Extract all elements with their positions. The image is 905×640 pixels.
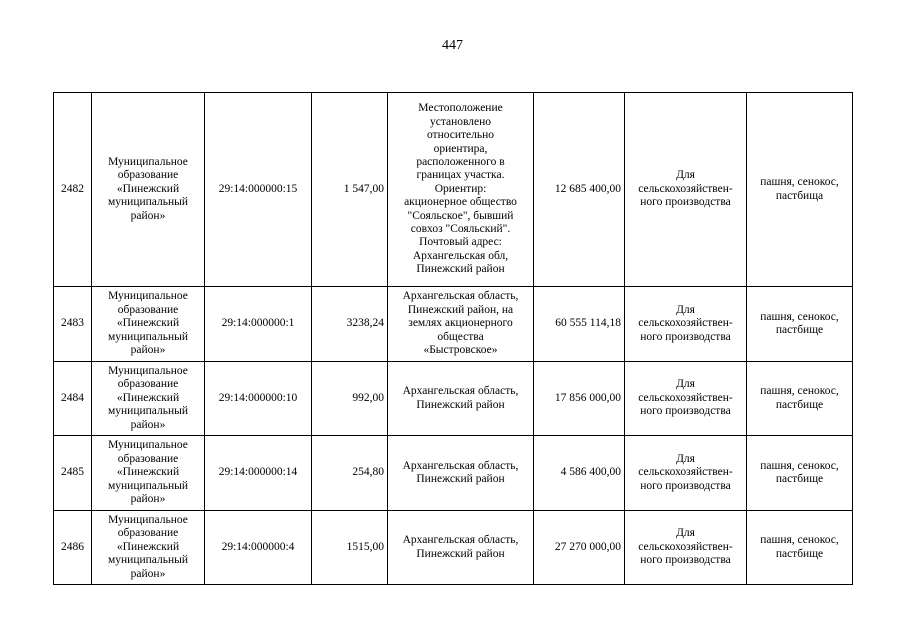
location-line: Пинежский район xyxy=(416,547,505,560)
land-use-line: пастбище xyxy=(775,398,824,411)
land-use-cell xyxy=(747,362,853,436)
owner-cell xyxy=(92,511,205,585)
cadastral-value-cell: 4 586 400,00 xyxy=(534,436,625,511)
purpose-line: Для xyxy=(676,378,695,391)
location-line: Ориентир: xyxy=(434,182,487,195)
cadastral-number-cell: 29:14:000000:10 xyxy=(205,362,312,436)
purpose-cell xyxy=(625,93,747,287)
owner-line: район» xyxy=(130,209,166,222)
location-line: «Быстровское» xyxy=(423,344,498,357)
location-line: расположенного в xyxy=(416,155,505,168)
purpose-cell xyxy=(625,436,747,511)
row-number-cell: 2484 xyxy=(54,362,92,436)
area-cell: 992,00 xyxy=(312,362,388,436)
table-body xyxy=(54,93,853,585)
location-cell xyxy=(388,287,534,362)
land-use-line: пастбище xyxy=(775,547,824,560)
owner-line: район» xyxy=(130,418,166,431)
land-use-cell xyxy=(747,436,853,511)
land-use-line: пастбища xyxy=(775,189,824,202)
owner-line: образование xyxy=(117,378,179,391)
location-line: ориентира, xyxy=(433,142,488,155)
land-use-cell xyxy=(747,287,853,362)
owner-line: «Пинежский xyxy=(116,317,180,330)
owner-line: муниципальный xyxy=(107,196,189,209)
owner-cell xyxy=(92,362,205,436)
land-use-line: пастбище xyxy=(775,324,824,336)
location-line: землях акционерного xyxy=(408,317,513,330)
purpose-line: сельскохозяйствен- xyxy=(638,317,733,330)
row-number-cell: 2483 xyxy=(54,287,92,362)
purpose-line: ного производства xyxy=(640,196,731,209)
purpose-line: ного производства xyxy=(640,405,731,418)
location-line: акционерное общество xyxy=(404,196,517,209)
owner-line: Муниципальное xyxy=(108,155,188,168)
location-line: Почтовый адрес: xyxy=(419,236,502,249)
purpose-line: Для xyxy=(676,169,695,182)
owner-line: муниципальный xyxy=(107,554,189,567)
land-use-line: пашня, сенокос, xyxy=(760,534,839,547)
location-line: Архангельская область, xyxy=(402,459,519,472)
purpose-line: ного производства xyxy=(640,330,731,343)
location-line: Архангельская область, xyxy=(402,290,519,303)
table-row xyxy=(54,93,853,287)
table-row xyxy=(54,287,853,362)
owner-line: «Пинежский xyxy=(116,182,180,195)
location-line: границах участка. xyxy=(416,169,505,182)
location-line: Архангельская область, xyxy=(402,385,519,398)
owner-line: Муниципальное xyxy=(108,364,188,377)
owner-cell xyxy=(92,436,205,511)
owner-line: муниципальный xyxy=(107,405,189,418)
cadastral-number-cell: 29:14:000000:14 xyxy=(205,436,312,511)
cadastral-number-cell: 29:14:000000:4 xyxy=(205,511,312,585)
land-use-line: пашня, сенокос, xyxy=(760,385,839,398)
row-number-cell: 2485 xyxy=(54,436,92,511)
land-plots-table xyxy=(53,92,853,585)
owner-line: образование xyxy=(117,303,179,316)
location-line: Пинежский район xyxy=(416,263,505,276)
location-line: установлено xyxy=(429,115,492,128)
area-cell: 1 547,00 xyxy=(312,93,388,287)
purpose-line: сельскохозяйствен- xyxy=(638,182,733,195)
purpose-line: ного производства xyxy=(640,554,731,567)
land-use-line: пашня, сенокос, xyxy=(760,176,839,189)
owner-line: «Пинежский xyxy=(116,391,180,404)
land-use-cell xyxy=(747,511,853,585)
row-number-cell: 2482 xyxy=(54,93,92,287)
owner-line: Муниципальное xyxy=(108,290,188,303)
location-line: Пинежский район xyxy=(416,473,505,485)
cadastral-value-cell: 12 685 400,00 xyxy=(534,93,625,287)
owner-line: Муниципальное xyxy=(108,513,188,526)
location-line: Пинежский район xyxy=(416,398,505,411)
purpose-line: сельскохозяйствен- xyxy=(638,540,733,553)
owner-line: муниципальный xyxy=(107,330,189,343)
page-number: 447 xyxy=(442,38,463,53)
row-number-cell: 2486 xyxy=(54,511,92,585)
location-line: Архангельская обл, xyxy=(412,249,509,262)
location-line: совхоз "Сояльский". xyxy=(410,223,511,236)
area-cell: 3238,24 xyxy=(312,287,388,362)
location-line: Архангельская область, xyxy=(402,534,519,547)
location-line: относительно xyxy=(426,129,495,142)
location-line: общества xyxy=(437,330,484,343)
owner-line: район» xyxy=(130,567,166,580)
cadastral-value-cell: 60 555 114,18 xyxy=(534,287,625,362)
location-cell xyxy=(388,436,534,511)
owner-cell xyxy=(92,287,205,362)
location-line: Пинежский район, на xyxy=(407,303,514,316)
owner-line: «Пинежский xyxy=(116,540,180,553)
purpose-cell xyxy=(625,287,747,362)
table-row xyxy=(54,511,853,585)
cadastral-value-cell: 27 270 000,00 xyxy=(534,511,625,585)
cadastral-number-cell: 29:14:000000:1 xyxy=(205,287,312,362)
purpose-line: Для xyxy=(676,527,695,540)
purpose-cell xyxy=(625,511,747,585)
owner-line: район» xyxy=(130,493,166,506)
owner-line: «Пинежский xyxy=(116,466,180,479)
purpose-line: Для xyxy=(676,303,695,316)
land-use-cell xyxy=(747,93,853,287)
location-cell xyxy=(388,362,534,436)
owner-line: образование xyxy=(117,527,179,540)
purpose-line: сельскохозяйствен- xyxy=(638,466,733,479)
location-cell xyxy=(388,511,534,585)
purpose-line: Для xyxy=(676,452,695,465)
land-use-line: пашня, сенокос, xyxy=(760,310,839,323)
location-cell xyxy=(388,93,534,287)
location-line: Местоположение xyxy=(418,102,503,115)
purpose-line: ного производства xyxy=(640,479,731,492)
owner-line: образование xyxy=(117,169,179,182)
area-cell: 1515,00 xyxy=(312,511,388,585)
cadastral-number-cell: 29:14:000000:15 xyxy=(205,93,312,287)
location-line: "Сояльское", бывший xyxy=(407,209,514,222)
area-cell: 254,80 xyxy=(312,436,388,511)
land-use-line: пашня, сенокос, xyxy=(760,459,839,472)
owner-line: образование xyxy=(117,452,179,465)
table-row xyxy=(54,362,853,436)
owner-cell xyxy=(92,93,205,287)
owner-line: муниципальный xyxy=(107,479,189,492)
owner-line: район» xyxy=(130,344,166,357)
purpose-line: сельскохозяйствен- xyxy=(638,391,733,404)
land-use-line: пастбище xyxy=(775,473,824,485)
cadastral-value-cell: 17 856 000,00 xyxy=(534,362,625,436)
purpose-cell xyxy=(625,362,747,436)
table-row xyxy=(54,436,853,511)
owner-line: Муниципальное xyxy=(108,439,188,452)
